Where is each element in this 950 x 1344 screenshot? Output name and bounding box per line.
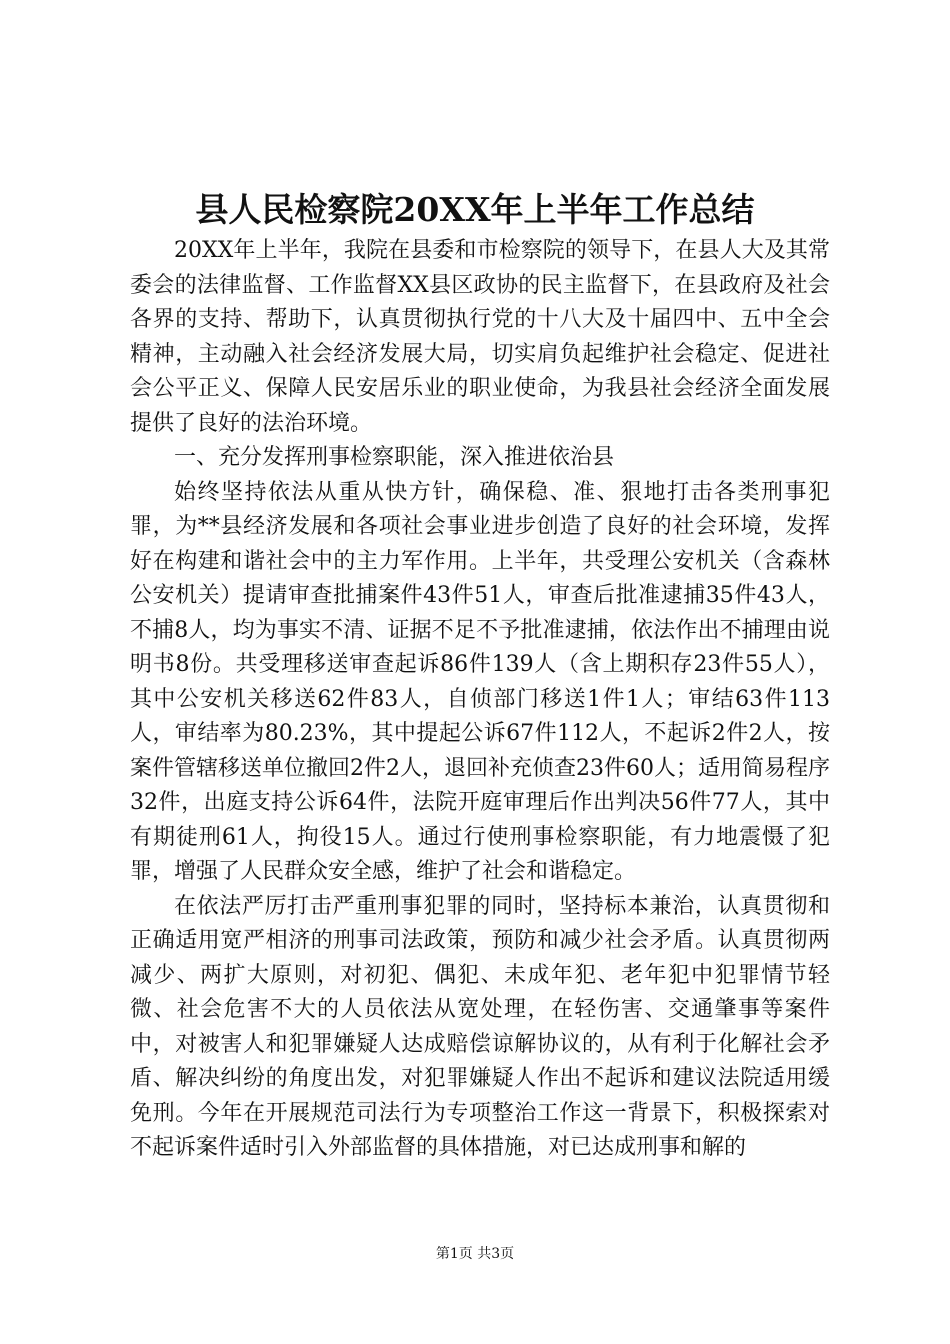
section-heading-1: 一、充分发挥刑事检察职能，深入推进依治县 bbox=[174, 445, 615, 470]
page-footer: 第1页 共3页 bbox=[435, 1246, 515, 1262]
paragraph-intro: 20XX年上半年，我院在县委和市检察院的领导下，在县人大及其常委会的法律监督、工作监督XX县区政协的民主监督下，在县政府及社会各界的支持、帮助下，认真贯彻执行党的十八大及十届四中、五中全会精神，主动融入社会经济发展大局，切实肩负起维护社会稳定、促进社会公平正义、保障人民安居乐业的职业使命，为我县社会经济全面发展提供了良好的法治环境。 bbox=[130, 238, 830, 436]
paragraph-leniency-policy: 在依法严厉打击严重刑事犯罪的同时，坚持标本兼治，认真贯彻和正确适用宽严相济的刑事司法政策，预防和减少社会矛盾。认真贯彻两减少、两扩大原则，对初犯、偶犯、未成年犯、老年犯中犯罪情节轻微、社会危害不大的人员依法从宽处理，在轻伤害、交通肇事等案件中，对被害人和犯罪嫌疑人达成赔偿谅解协议的，从有利于化解社会矛盾、解决纠纷的角度出发，对犯罪嫌疑人作出不起诉和建议法院适用缓免刑。今年在开展规范司法行为专项整治工作这一背景下，积极探索对不起诉案件适时引入外部监督的具体措施，对已达成刑事和解的 bbox=[130, 893, 830, 1160]
document-body bbox=[130, 234, 830, 1166]
paragraph-criminal-prosecution: 始终坚持依法从重从快方针，确保稳、准、狠地打击各类刑事犯罪，为**县经济发展和各项社会事业进步创造了良好的社会环境，发挥好在构建和谐社会中的主力军作用。上半年，共受理公安机关（含森林公安机关）提请审查批捕案件43件51人，审查后批准逮捕35件43人，不捕8人，均为事实不清、证据不足不予批准逮捕，依法作出不捕理由说明书8份。共受理移送审查起诉86件139人（含上期积存23件55人），其中公安机关移送62件83人，自侦部门移送1件1人；审结63件113人，审结率为80.23%，其中提起公诉67件112人，不起诉2件2人，按案件管辖移送单位撤回2件2人，退回补充侦查23件60人；适用简易程序32件，出庭支持公诉64件，法院开庭审理后作出判决56件77人，其中有期徒刑61人，拘役15人。通过行使刑事检察职能，有力地震慑了犯罪，增强了人民群众安全感，维护了社会和谐稳定。 bbox=[130, 479, 830, 884]
document-title: 县人民检察院20XX年上半年工作总结 bbox=[195, 190, 755, 229]
